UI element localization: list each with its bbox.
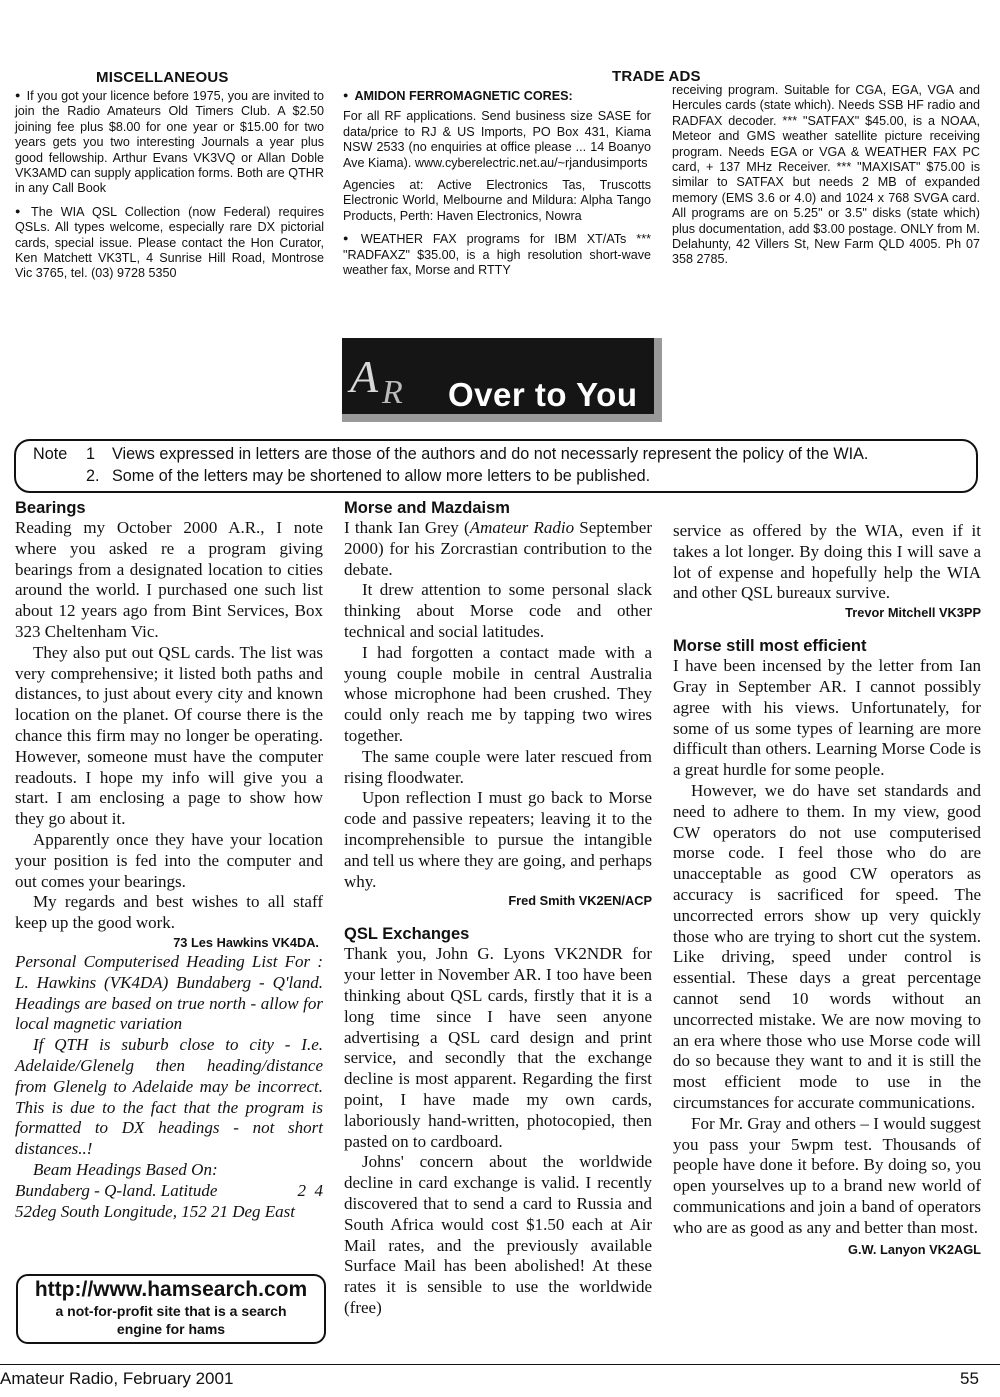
morse-mazdaism-paragraph: I thank Ian Grey (Amateur Radio September 2000) for his Zorcrastian contribution to the debate. [344, 518, 653, 579]
morse-mazdaism-paragraph: It drew attention to some personal slack thinking about Morse code and other technical and social latitudes. [344, 580, 652, 641]
footer-page-number: 55 [960, 1369, 979, 1388]
bearings-paragraph: They also put out QSL cards. The list was very comprehensive; it listed both paths and distances, to just about every city and known location on the planet. Of course there is the chance this firm may no longer be operating. However, someone must have the computer readouts. I hope my info will give you a start. I am enclosing a page to show how they go about it. [15, 642, 323, 829]
amidon-body: For all RF applications. Send business size SASE for data/price to RJ & US Imports, PO Box 431, Kiama NSW 2533 (no enquiries at office please ... 14 Boanyo Ave Kiama). www.cyberelectric.net.au/~rjandusimports [343, 109, 651, 170]
note-label: Note [33, 445, 68, 463]
morse-mazdaism-paragraph: The same couple were later rescued from rising floodwater. [344, 746, 652, 787]
misc-title: MISCELLANEOUS [96, 69, 229, 86]
column-right [673, 521, 981, 1259]
bearings-italic-paragraph: Beam Headings Based On: [33, 1159, 218, 1179]
hamsearch-url[interactable]: http://www.hamsearch.com [34, 1278, 308, 1301]
column-left [15, 498, 323, 1222]
trade-title: TRADE ADS [612, 68, 701, 85]
note-line-2: Some of the letters may be shortened to allow more letters to be published. [112, 467, 651, 485]
column-middle [344, 498, 652, 1319]
hamsearch-ad-box [16, 1274, 326, 1344]
amidon-heading: ● AMIDON FERROMAGNETIC CORES: [343, 89, 573, 103]
ar-logo-a: A [350, 351, 379, 402]
footer-publication: Amateur Radio, February 2001 [0, 1369, 234, 1388]
bearings-italic-paragraph: If QTH is suburb close to city - I.e. Adelaide/Glenelg then heading/distance from Glenelg to Adelaide may be incorrect. This is due to the fact that the program is formatted to DX headings - not short distances..! [15, 1035, 323, 1159]
bearings-longitude: 52deg South Longitude, 152 21 Deg East [15, 1201, 296, 1221]
weather-fax-text: ● WEATHER FAX programs for IBM XT/ATs *** "RADFAXZ" $35.00, is a high resolution short-wave weather fax, Morse and RTTY [343, 231, 651, 278]
bearings-heading: Bearings [15, 499, 86, 517]
bearings-paragraph: Apparently once they have your location your position is fed into the computer and out comes your bearings. [15, 829, 323, 891]
trade-column-2 [672, 83, 980, 275]
note-number-1: 1 [86, 445, 96, 463]
morse-mazdaism-signature: Fred Smith VK2EN/ACP [508, 893, 652, 909]
over-to-you-banner [342, 338, 662, 422]
morse-efficient-heading: Morse still most efficient [673, 637, 867, 656]
bearings-paragraph: Reading my October 2000 A.R., I note where you asked re a program giving bearings from a designated location to cities around the world. I purchased one such list about 12 years ago from Bint Services, Box 323 Cheltenham Vic. [15, 518, 323, 641]
morse-efficient-paragraph: For Mr. Gray and others – I would suggest you pass your 5wpm test. Thousands of people have done it before. By doing so, you open yourselves up to a brand new world of communications and join a band of operators who are as good as any and better than most. [673, 1113, 981, 1237]
misc-item-oldtimers: ● If you got your licence before 1975, you are invited to join the Radio Amateurs Old Timers Club. A $2.50 joining fee plus $8.00 for one year or $15.00 for two years gets you two interesting Journals a year plus good fellowship. Arthur Evans VK3VQ or Allan Doble VK3AMD can supply application forms. Both are QTHR in any Call Book [15, 88, 324, 197]
note-line-1: Views expressed in letters are those of the authors and do not necessarly represent the policy of the WIA. [112, 445, 869, 463]
hamsearch-desc-1: a not-for-profit site that is a search [55, 1303, 287, 1319]
bearings-latitude: Bundaberg - Q-land. Latitude [15, 1180, 218, 1200]
qsl-exchanges-heading: QSL Exchanges [344, 925, 470, 944]
weather-fax-continued: receiving program. Suitable for CGA, EGA, VGA and Hercules cards (state which). Needs SSB HF radio and RADFAX decoder. *** "SATFAX" $45.00, is a NOAA, Meteor and GMS weather satellite picture receiving program. Needs EGA or VGA & WEATHER FAX PC card, + 137 MHz Receiver. *** "MAXISAT" $75.00 is similar to SATFAX but needs 2 MB of expanded memory (EMS 3.6 or 4.0) and 1024 x 768 SVGA card. All programs are on 5.25" or 3.5" disks (state which) plus documentation, add $3.00 postage. ONLY from M. Delahunty, 42 Villers St, New Farm QLD 4005. Ph 07 358 2785. [672, 83, 980, 267]
note-number-2: 2. [86, 467, 100, 485]
qsl-paragraph-continued: service as offered by the WIA, even if it takes a lot longer. By doing this I will save a lot of expense and hopefully help the WIA and other QSL bureaux survive. [673, 521, 981, 603]
bearings-italic-paragraph: Personal Computerised Heading List For : L. Hawkins (VK4DA) Bundaberg - Q'land. Headings are based on true north - allow for local magnetic variation [15, 951, 323, 1034]
bearings-latitude-value: 2 4 [297, 1180, 323, 1200]
hamsearch-desc-2: engine for hams [116, 1321, 226, 1337]
ar-logo-r: R [382, 374, 403, 411]
qsl-signature: Trevor Mitchell VK3PP [845, 605, 981, 621]
bearings-paragraph: My regards and best wishes to all staff keep up the good work. [15, 892, 323, 933]
morse-mazdaism-heading: Morse and Mazdaism [344, 499, 510, 517]
editorial-note-box [14, 439, 978, 493]
misc-item-qsl-collection: ● The WIA QSL Collection (now Federal) requires QSLs. All types welcome, especially rare DX pictorial cards, special issue. Please contact the Hon Curator, Ken Matchett VK3TL, 4 Sunrise Hill Road, Montrose Vic 3765, tel. (03) 9728 5350 [15, 204, 324, 282]
morse-mazdaism-paragraph: I had forgotten a contact made with a young couple mobile in central Australia whose microphone had been crushed. They could only reach me by tapping two wires together. [344, 642, 652, 745]
qsl-paragraph: Johns' concern about the worldwide decline in card exchange is valid. I recently discovered that to send a card to Russia and South Africa would cost $1.50 each at Air Mail rates, and the previously available Surface Mail has been abolished! At these rates it is sensible to use the worldwide (free) [344, 1152, 652, 1317]
banner-title: Over to You [448, 376, 638, 413]
footer-rule [0, 1364, 1000, 1365]
morse-efficient-paragraph: I have been incensed by the letter from Ian Gray in September AR. I cannot possibly agree with his views. Unfortunately, for some of us some types of learning are more difficult than others. Learning Morse Code is a great hurdle for some people. [673, 656, 981, 780]
morse-mazdaism-paragraph: Upon reflection I must go back to Morse code and passive repeaters; leaving it to the incomprehensible to pursue the intangible and tell us where they are going, and perhaps why. [344, 788, 652, 891]
morse-efficient-paragraph: However, we do have set standards and need to adhere to them. In my view, good CW operators do not use computerised morse code. I feel those who do are unacceptable as good CW operators as accuracy is sacrificed for speed. The uncorrected errors show up very quickly those who are trying to short cut the system. Like driving, speed under control is essential. These days a great percentage cannot send 10 words without an uncorrected mistake. We are now moving to an era where those who use Morse code will do so because they want to and it is still the most efficient mode to use in the circumstances for accurate communications. [673, 780, 981, 1112]
trade-column-1 [343, 88, 651, 285]
bearings-signature: 73 Les Hawkins VK4DA. [173, 934, 319, 950]
morse-efficient-signature: G.W. Lanyon VK2AGL [848, 1241, 981, 1257]
misc-column [15, 88, 324, 289]
qsl-paragraph: Thank you, John G. Lyons VK2NDR for your letter in November AR. I too have been thinking about QSL cards, firstly that it is a long time since I have seen anyone advertising a QSL card design and print service, and secondly that the exchange decline is most apparent. Regarding the first point, I have made my own cards, laboriously hand-written, photocopied, then pasted on to cardboard. [344, 944, 652, 1151]
agencies-text: Agencies at: Active Electronics Tas, Truscotts Electronic World, Melbourne and Mildura: Alpha Tango Products, Perth: Haven Electronics, Nowra [343, 178, 651, 223]
